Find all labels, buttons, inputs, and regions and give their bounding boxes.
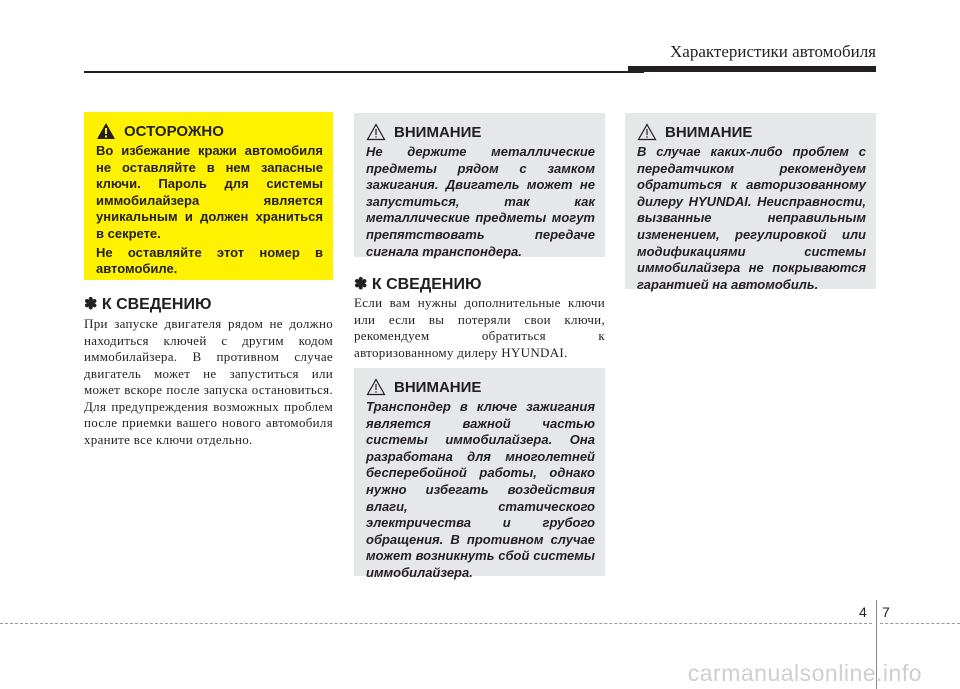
attention-box — [354, 113, 605, 257]
attention-box — [354, 368, 605, 580]
info-text: Если вам нужны дополнительные ключи или если вы потеряли свои ключи, рекомендуем обратиться к авторизованному дилеру HYUNDAI. — [354, 295, 605, 360]
attention-title-row — [366, 123, 595, 141]
attention-text: В случае каких-либо проблем с передатчиком рекомендуем обратиться к авторизованному дилеру HYUNDAI. Неисправности, вызванные неправильным изменением, регулировкой или модификациями системы иммобилайзера не покрываются гарантией на автомобиль. — [637, 144, 866, 292]
page-number: 7 — [882, 604, 890, 620]
attention-title: ВНИМАНИЕ — [394, 378, 482, 396]
attention-text: Не держите металлические предметы рядом с замком зажигания. Двигатель может не запуститься, так как металлические предметы могут препятствовать передаче сигнала транспондера. — [366, 144, 595, 259]
header-rule-accent — [628, 66, 876, 72]
caution-paragraph-1: Во избежание кражи автомобиля не оставляйте в нем запасные ключи. Пароль для системы иммобилайзера является уникальным и должен храниться в секрете. — [96, 143, 323, 241]
footer-rule — [880, 623, 960, 624]
attention-box — [625, 113, 876, 292]
warning-triangle-icon — [637, 123, 657, 141]
attention-text: Транспондер в ключе зажигания является важной частью системы иммобилайзера. Она разработана для многолетней бесперебойной работы, однако нужно избегать воздействия влаги, статического электричества и грубого обращения. В противном случае может возникнуть сбой системы иммобилайзера. — [366, 399, 595, 580]
caution-box — [84, 112, 333, 280]
warning-triangle-icon — [366, 123, 386, 141]
header-rule — [84, 71, 644, 73]
info-heading: ✽ К СВЕДЕНИЮ — [84, 296, 212, 313]
attention-title: ВНИМАНИЕ — [665, 123, 753, 141]
attention-title-row — [366, 378, 595, 396]
footer-rule — [0, 623, 872, 624]
chapter-number: 4 — [859, 604, 867, 620]
caution-title: ОСТОРОЖНО — [124, 122, 224, 140]
info-text: При запуске двигателя рядом не должно находиться ключей с другим кодом иммобилайзера. В противном случае двигатель может не запуститься или может вскоре после запуска остановиться. Для предупреждения возможных проблем после приемки вашего нового автомобиля храните все ключи отдельно. — [84, 316, 333, 447]
info-heading: ✽ К СВЕДЕНИЮ — [354, 276, 482, 293]
warning-triangle-icon — [366, 378, 386, 396]
watermark: carmanualsonline.info — [687, 660, 922, 686]
page-header-title: Характеристики автомобиля — [670, 42, 876, 61]
caution-title-row — [96, 122, 323, 140]
warning-triangle-icon — [96, 122, 116, 140]
caution-paragraph-2: Не оставляйте этот номер в автомобиле. — [96, 244, 323, 277]
attention-title-row — [637, 123, 866, 141]
attention-title: ВНИМАНИЕ — [394, 123, 482, 141]
